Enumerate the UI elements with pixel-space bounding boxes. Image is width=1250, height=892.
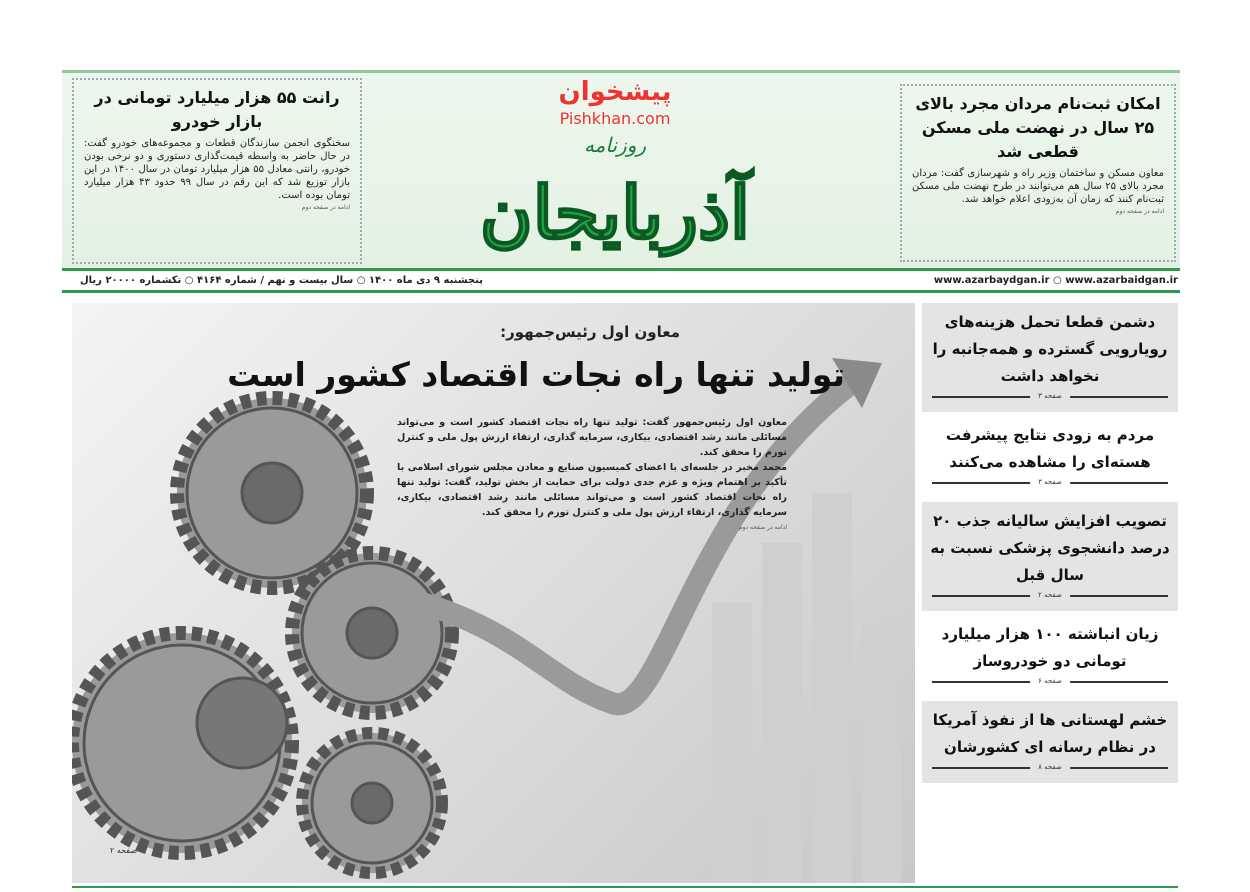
continued-note: ادامه در صفحه دوم [738,524,787,531]
logo-subtitle: روزنامه [583,133,647,157]
right-teaser-box[interactable] [900,84,1176,262]
sidebar-headline: مردم به زودی نتایج پیشرفت هسته‌ای را مشاهده می‌کنند [945,426,1155,471]
continued-note: ادامه در صفحه دوم [1115,208,1164,215]
sidebar-headline: تصویب افزایش سالیانه جذب ۲۰ درصد دانشجوی پزشکی نسبت به سال قبل [930,512,1170,584]
divider [932,392,1168,408]
sidebar-headline: خشم لهستانی ها از نفوذ آمریکا در نظام رسانه ای کشورشان [932,711,1168,756]
sidebar-story[interactable] [922,615,1178,697]
watermark-en: Pishkhan.com [559,109,671,128]
left-teaser-box[interactable] [72,78,362,264]
newspaper-logo [410,75,820,267]
story-headline[interactable]: تولید تنها راه نجات اقتصاد کشور است [227,355,845,394]
sidebar-headline: زیان انباشته ۱۰۰ هزار میلیارد تومانی دو خودروساز [941,625,1159,670]
page-ref: صفحه ۳ [1030,477,1070,487]
teaser-body: سخنگوی انجمن سازندگان قطعات و مجموعه‌های خودرو گفت: در حال حاضر به واسطه قیمت‌گذاری دستوری و دو نرخی بودن خودرو، رانتی معادل ۵۵ هزار میلیارد تومان در سال ۱۴۰۰ در این بازار توزیع شد که این رقم در سال ۹۹ حدود ۴۳ هزار میلیارد تومان بوده است. [84,138,350,201]
websites[interactable]: www.azarbaydgan.ir ○ www.azarbaidgan.ir [933,275,1178,286]
masthead-divider [62,290,1180,293]
watermark-fa: پیشخوان [558,77,672,107]
dateline: پنجشنبه ۹ دی ماه ۱۴۰۰ ○ سال بیست و نهم / شماره ۴۱۶۴ ○ تکشماره ۲۰۰۰۰ ریال [80,275,483,286]
sidebar-story[interactable] [922,502,1178,611]
story-kicker: معاون اول رئیس‌جمهور: [500,323,680,341]
teaser-headline: رانت ۵۵ هزار میلیارد تومانی در بازار خودرو [94,88,340,131]
footer-divider [72,886,1178,888]
sidebar-headline: دشمن قطعا تحمل هزینه‌های رویارویی گسترده و همه‌جانبه را نخواهد داشت [932,313,1168,385]
story-lead [397,415,787,535]
teaser-body: معاون مسکن و ساختمان وزیر راه و شهرسازی گفت: مردان مجرد بالای ۲۵ سال هم می‌توانند در طرح نهضت ملی مسکن ثبت‌نام کنند که زمان آن به‌زودی اعلام خواهد شد. [912,168,1165,205]
lead-paragraph: معاون اول رئیس‌جمهور گفت: تولید تنها راه نجات اقتصاد کشور است و می‌تواند مسائلی مانند رشد اقتصادی، بیکاری، سرمایه گذاری، ارتقاء ارزش پول ملی و کنترل تورم را محقق کند. [397,417,787,458]
sidebar-story[interactable] [922,416,1178,498]
sidebar [922,303,1178,783]
page-ref: صفحه ۶ [1030,676,1070,686]
logo-title: آذربایجان [479,170,751,255]
page-ref: صفحه ۸ [1030,762,1070,772]
divider [932,677,1168,693]
lead-paragraph: محمد مخبر در جلسه‌ای با اعضای کمیسیون صنایع و معادن مجلس شورای اسلامی با تأکید بر اهتمام ویژه و عزم جدی دولت برای حمایت از بخش تولید، گفت: تولید تنها راه نجات اقتصاد کشور است و می‌تواند مسائلی مانند رشد اقتصادی، بیکاری، سرمایه گذاری، ارتقاء ارزش پول ملی و کنترل تورم را محقق کند. [397,462,787,518]
masthead-divider [62,268,1180,271]
page-ref: صفحه ۲ [1030,590,1070,600]
divider [932,591,1168,607]
sidebar-story[interactable] [922,701,1178,783]
continued-note: ادامه در صفحه دوم [301,204,350,211]
page-ref: صفحه ۲ [110,846,138,855]
divider [932,478,1168,494]
teaser-headline: امکان ثبت‌نام مردان مجرد بالای ۲۵ سال در نهضت ملی مسکن قطعی شد [915,94,1161,161]
main-story[interactable] [72,303,915,883]
page-ref: صفحه ۳ [1030,391,1070,401]
sidebar-story[interactable] [922,303,1178,412]
divider [932,763,1168,779]
